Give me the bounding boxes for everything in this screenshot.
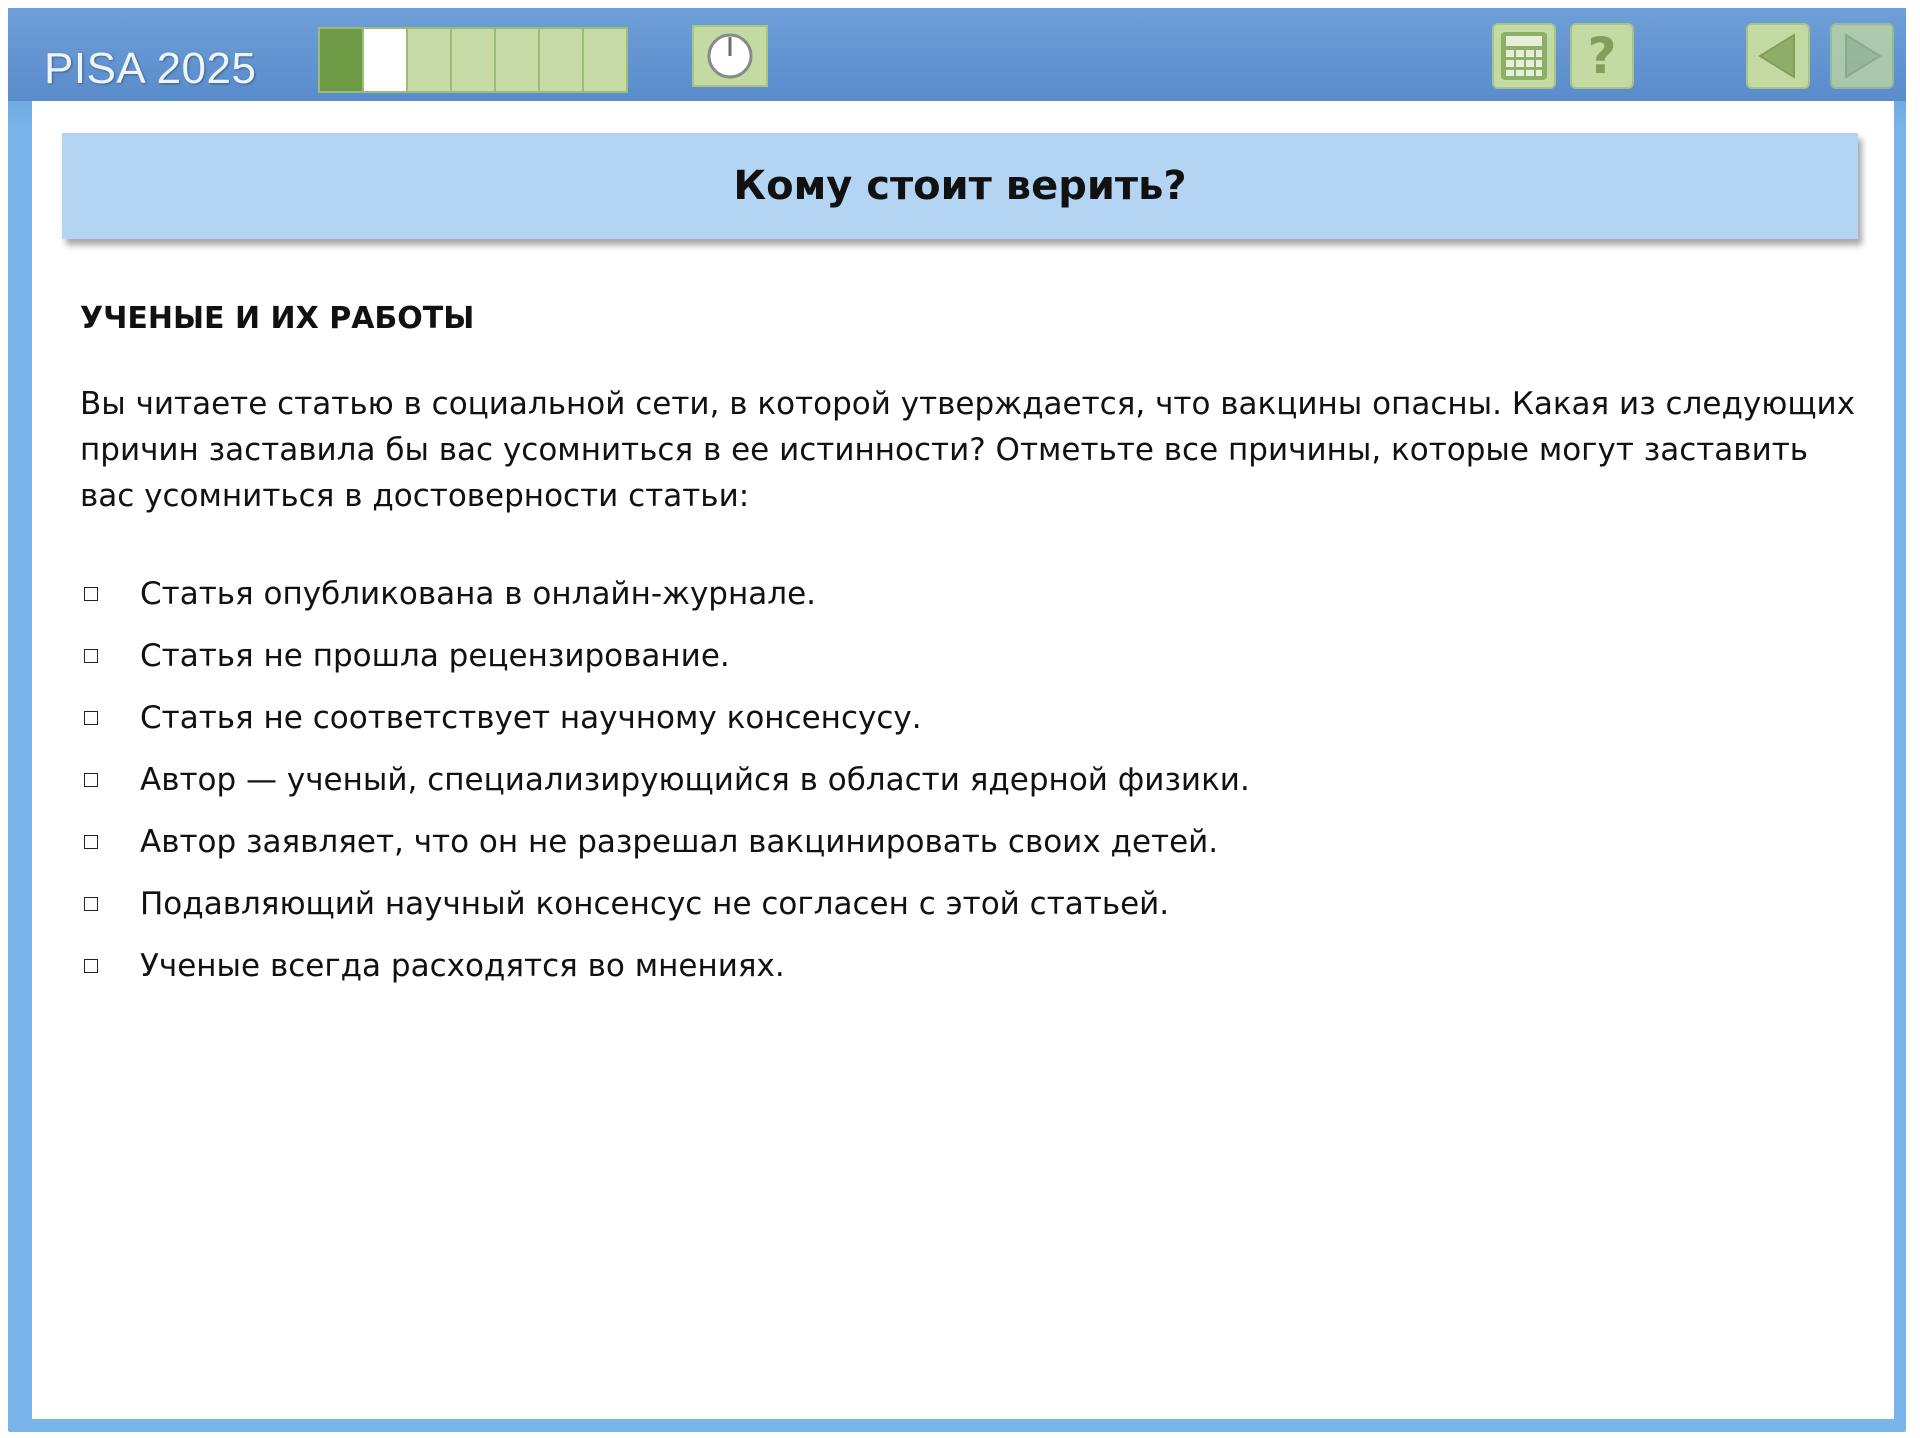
progress-bar bbox=[318, 27, 628, 93]
brand-label: PISA 2025 bbox=[44, 44, 257, 93]
help-button[interactable] bbox=[1570, 23, 1634, 89]
answer-option[interactable] bbox=[80, 687, 1860, 749]
unit-title: Кому стоит верить? bbox=[733, 163, 1187, 209]
checkbox[interactable] bbox=[84, 959, 98, 973]
progress-segment-7 bbox=[584, 29, 626, 91]
section-heading: УЧЕНЫЕ И ИХ РАБОТЫ bbox=[80, 301, 475, 336]
option-label: Автор заявляет, что он не разрешал вакцинировать своих детей. bbox=[140, 824, 1219, 860]
option-label: Подавляющий научный консенсус не согласен с этой статьей. bbox=[140, 886, 1170, 922]
answer-option[interactable] bbox=[80, 935, 1860, 997]
answer-option[interactable] bbox=[80, 749, 1860, 811]
option-label: Статья не соответствует научному консенсусу. bbox=[140, 700, 922, 736]
help-icon: ? bbox=[1587, 27, 1617, 85]
option-label: Статья опубликована в онлайн-журнале. bbox=[140, 576, 816, 612]
back-button[interactable] bbox=[1746, 23, 1810, 89]
progress-segment-5 bbox=[496, 29, 538, 91]
checkbox[interactable] bbox=[84, 773, 98, 787]
answer-options bbox=[80, 563, 1860, 997]
progress-segment-6 bbox=[540, 29, 582, 91]
checkbox[interactable] bbox=[84, 587, 98, 601]
option-label: Ученые всегда расходятся во мнениях. bbox=[140, 948, 785, 984]
timer-button[interactable] bbox=[692, 25, 768, 87]
answer-option[interactable] bbox=[80, 873, 1860, 935]
progress-segment-2 bbox=[364, 29, 406, 91]
checkbox[interactable] bbox=[84, 711, 98, 725]
calculator-icon bbox=[1499, 30, 1549, 82]
next-button[interactable] bbox=[1830, 23, 1894, 89]
progress-segment-3 bbox=[408, 29, 450, 91]
answer-option[interactable] bbox=[80, 625, 1860, 687]
progress-segment-4 bbox=[452, 29, 494, 91]
clock-icon bbox=[706, 32, 754, 80]
checkbox[interactable] bbox=[84, 649, 98, 663]
answer-option[interactable] bbox=[80, 811, 1860, 873]
checkbox[interactable] bbox=[84, 897, 98, 911]
answer-option[interactable] bbox=[80, 563, 1860, 625]
unit-title-bar bbox=[62, 133, 1858, 239]
next-arrow-icon bbox=[1838, 31, 1886, 81]
option-label: Автор — ученый, специализирующийся в области ядерной физики. bbox=[140, 762, 1250, 798]
progress-segment-1 bbox=[320, 29, 362, 91]
question-text: Вы читаете статью в социальной сети, в которой утверждается, что вакцины опасны. Какая из следующих причин заставила бы вас усомниться в ее истинности? Отметьте все причины, которые могут заставить вас усомниться в достоверности статьи: bbox=[80, 386, 1856, 514]
option-label: Статья не прошла рецензирование. bbox=[140, 638, 730, 674]
checkbox[interactable] bbox=[84, 835, 98, 849]
calculator-button[interactable] bbox=[1492, 23, 1556, 89]
question-panel bbox=[32, 101, 1894, 1419]
back-arrow-icon bbox=[1754, 31, 1802, 81]
